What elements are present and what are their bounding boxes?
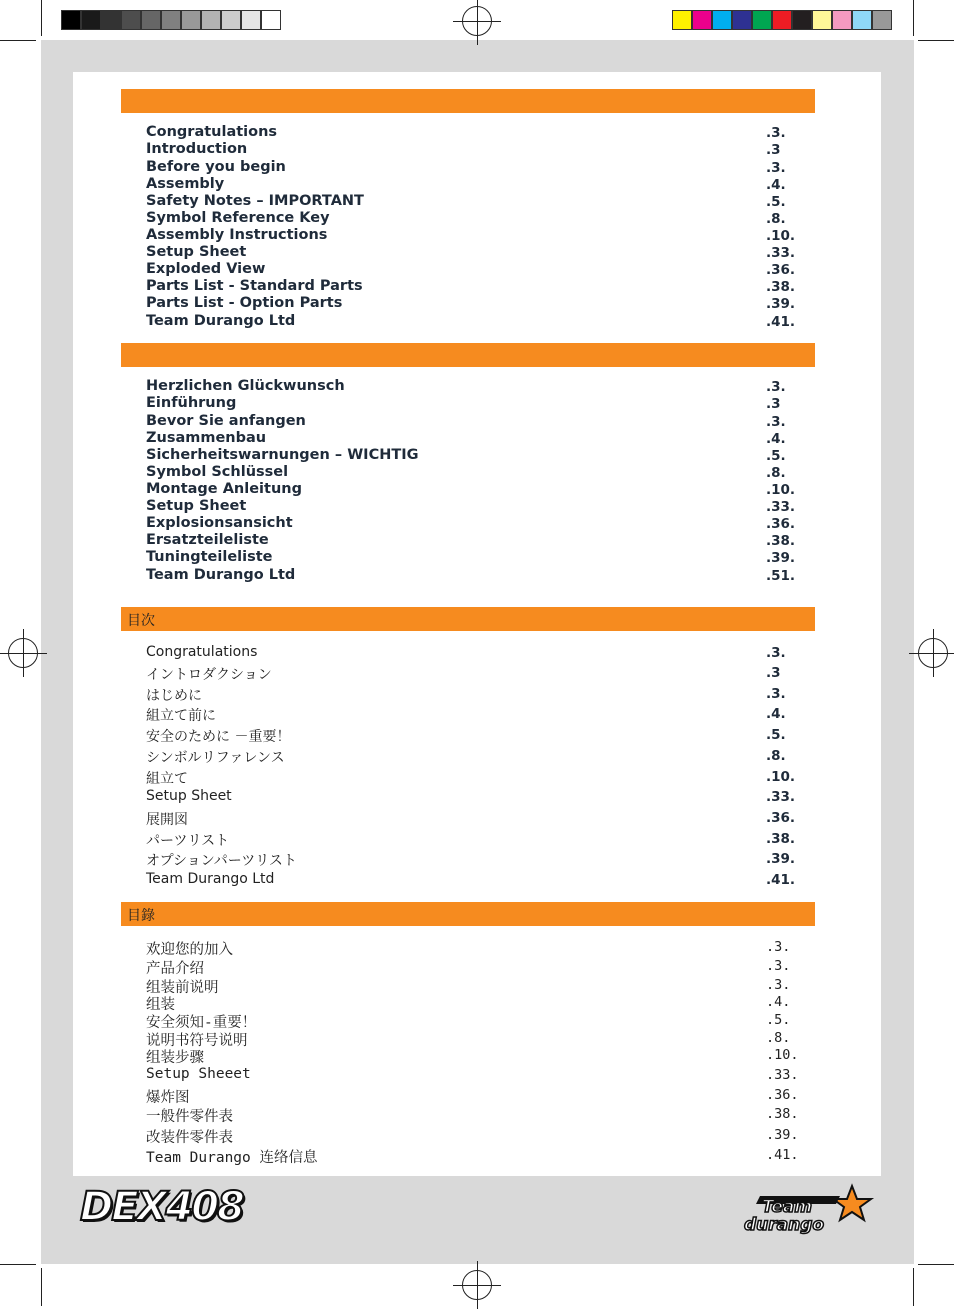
toc-row: [146, 481, 796, 498]
toc-label: 安全须知-重要！: [146, 1015, 257, 1031]
toc-page: .36.: [766, 262, 796, 278]
toc-row: [146, 159, 796, 176]
toc-label: 安全のために －重要！: [146, 729, 291, 745]
toc-label: Parts List - Standard Parts: [146, 278, 363, 294]
toc-page: .10.: [766, 228, 796, 244]
toc-page: .8.: [766, 465, 786, 481]
toc-label: Explosionsansicht: [146, 515, 293, 531]
toc-label: 说明书符号说明: [146, 1033, 248, 1049]
toc-label: Introduction: [146, 141, 248, 157]
toc-label: Setup Sheet: [146, 244, 247, 260]
toc-page: .38.: [766, 279, 796, 295]
gray-swatch: [101, 10, 121, 30]
toc-row: [146, 1029, 796, 1049]
toc-row: [146, 378, 796, 395]
toc-row: [146, 809, 796, 826]
toc-label: Montage Anleitung: [146, 481, 302, 497]
toc-row: [146, 788, 796, 805]
toc-row: [146, 957, 796, 977]
toc-row: [146, 447, 796, 464]
toc-page: .33.: [766, 499, 796, 515]
color-swatch: [812, 10, 832, 30]
toc-page: .3.: [766, 977, 791, 993]
toc-page: .36.: [766, 810, 796, 826]
toc-page: .39.: [766, 1127, 799, 1143]
toc-label: Exploded View: [146, 261, 266, 277]
toc-row: [146, 295, 796, 312]
toc-page: .4.: [766, 431, 786, 447]
star-icon: [833, 1186, 871, 1220]
toc-page: .3.: [766, 645, 786, 661]
logo-text-team: Team: [762, 1197, 813, 1217]
section-bar-english: [121, 89, 815, 113]
toc-label: Team Durango Ltd: [146, 871, 275, 887]
gray-swatch: [81, 10, 101, 30]
gray-swatch: [261, 10, 281, 30]
toc-label: Parts List - Option Parts: [146, 295, 343, 311]
crop-mark: [41, 1268, 42, 1306]
toc-page: .5.: [766, 194, 786, 210]
gray-swatch: [241, 10, 261, 30]
toc-label: Symbol Schlüssel: [146, 464, 289, 480]
toc-label: Congratulations: [146, 124, 278, 140]
toc-row: [146, 1105, 799, 1125]
toc-label: Ersatzteileliste: [146, 532, 269, 548]
toc-page: .41.: [766, 872, 796, 888]
color-swatch: [832, 10, 852, 30]
toc-row: [146, 193, 796, 210]
toc-row: [146, 549, 796, 566]
color-swatch: [752, 10, 772, 30]
toc-page: .3.: [766, 125, 786, 141]
toc-page: .3.: [766, 958, 791, 974]
toc-label: 组装前说明: [146, 980, 219, 996]
toc-page: .4.: [766, 177, 786, 193]
toc-label: Zusammenbau: [146, 430, 267, 446]
toc-row: [146, 747, 796, 764]
toc-page: .38.: [766, 831, 796, 847]
toc-row: [146, 664, 796, 681]
toc-page: .8.: [766, 748, 786, 764]
toc-page: .10.: [766, 769, 796, 785]
toc-row: [146, 830, 796, 847]
toc-label: シンボルリファレンス: [146, 750, 285, 766]
toc-row: [146, 768, 796, 785]
toc-row: [146, 395, 796, 412]
crop-mark: [918, 40, 954, 41]
toc-row: [146, 726, 796, 743]
toc-row: [146, 705, 796, 722]
toc-label: 产品介绍: [146, 961, 204, 977]
toc-label: Team Durango Ltd: [146, 313, 296, 329]
toc-label: 组装: [146, 997, 175, 1013]
toc-label: Team Durango 连络信息: [146, 1150, 318, 1166]
gray-swatch: [161, 10, 181, 30]
toc-label: Einführung: [146, 395, 237, 411]
section-bar-german: [121, 343, 815, 367]
toc-label: Setup Sheeet: [146, 1066, 251, 1082]
toc-label: 組立て前に: [146, 708, 216, 724]
toc-page: .3: [766, 665, 781, 681]
toc-page: .8.: [766, 1030, 791, 1046]
crop-mark: [41, 0, 42, 36]
toc-page: .4.: [766, 994, 791, 1010]
section-bar-chinese: [121, 902, 815, 926]
gray-swatch: [221, 10, 241, 30]
toc-label: Before you begin: [146, 159, 286, 175]
toc-page: .38.: [766, 1106, 799, 1122]
crop-mark: [918, 1264, 954, 1265]
color-swatch: [852, 10, 872, 30]
gray-swatch: [121, 10, 141, 30]
toc-label: 組立て: [146, 771, 188, 787]
toc-row: [146, 850, 796, 867]
toc-label: Assembly Instructions: [146, 227, 328, 243]
toc-row: [146, 871, 796, 888]
toc-page: .33.: [766, 1067, 799, 1083]
toc-label: Setup Sheet: [146, 788, 232, 804]
toc-label: Sicherheitswarnungen – WICHTIG: [146, 447, 419, 463]
toc-page: .36.: [766, 1087, 799, 1103]
toc-page: .3: [766, 142, 781, 158]
toc-label: Team Durango Ltd: [146, 567, 296, 583]
gray-swatch: [61, 10, 81, 30]
toc-label: パーツリスト: [146, 833, 230, 849]
color-swatch: [732, 10, 752, 30]
toc-row: [146, 1086, 799, 1106]
toc-page: .41.: [766, 1147, 799, 1163]
toc-row: [146, 141, 796, 158]
toc-page: .10.: [766, 1047, 799, 1063]
toc-page: .3.: [766, 686, 786, 702]
toc-label: はじめに: [146, 688, 202, 704]
crop-mark: [0, 40, 36, 41]
toc-page: .10.: [766, 482, 796, 498]
color-swatch: [772, 10, 792, 30]
toc-page: .33.: [766, 245, 796, 261]
toc-label: Safety Notes – IMPORTANT: [146, 193, 364, 209]
toc-row: [146, 1146, 799, 1166]
toc-label: 一般件零件表: [146, 1109, 233, 1125]
registration-mark: [918, 638, 948, 668]
toc-row: [146, 644, 796, 661]
toc-page: .3.: [766, 379, 786, 395]
toc-row: [146, 210, 796, 227]
toc-label: イントロダクション: [146, 667, 272, 683]
toc-row: [146, 976, 796, 996]
toc-page: .38.: [766, 533, 796, 549]
color-swatch: [872, 10, 892, 30]
toc-label: Congratulations: [146, 644, 258, 660]
toc-row: [146, 413, 796, 430]
toc-label: 欢迎您的加入: [146, 942, 233, 958]
toc-row: [146, 1066, 799, 1083]
crop-mark: [0, 1264, 36, 1265]
color-swatch: [792, 10, 812, 30]
toc-row: [146, 1126, 799, 1146]
toc-row: [146, 515, 796, 532]
registration-mark: [8, 638, 38, 668]
toc-label: 爆炸图: [146, 1090, 190, 1106]
dex408-logo: DEX408: [80, 1184, 243, 1230]
toc-row: [146, 176, 796, 193]
toc-label: Bevor Sie anfangen: [146, 413, 306, 429]
toc-row: [146, 313, 796, 330]
toc-page: .8.: [766, 211, 786, 227]
toc-page: .39.: [766, 550, 796, 566]
toc-page: .5.: [766, 448, 786, 464]
toc-row: [146, 464, 796, 481]
gray-swatch: [141, 10, 161, 30]
toc-page: .4.: [766, 706, 786, 722]
toc-label: 改装件零件表: [146, 1130, 233, 1146]
toc-label: Herzlichen Glückwunsch: [146, 378, 345, 394]
toc-row: [146, 938, 796, 958]
toc-row: [146, 532, 796, 549]
registration-mark: [462, 1270, 492, 1300]
toc-page: .51.: [766, 568, 796, 584]
toc-row: [146, 498, 796, 515]
gray-swatch: [201, 10, 221, 30]
toc-label: Assembly: [146, 176, 225, 192]
toc-page: .5.: [766, 1012, 791, 1028]
toc-label: 组装步骤: [146, 1050, 204, 1066]
toc-page: .5.: [766, 727, 786, 743]
toc-row: [146, 993, 796, 1013]
toc-page: .39.: [766, 296, 796, 312]
toc-page: .3: [766, 396, 781, 412]
toc-row: [146, 227, 796, 244]
toc-row: [146, 1011, 796, 1031]
logo-text-durango: durango: [744, 1215, 825, 1235]
toc-row: [146, 261, 796, 278]
toc-row: [146, 567, 796, 584]
team-durango-logo: [740, 1182, 880, 1238]
toc-row: [146, 124, 796, 141]
toc-page: .33.: [766, 789, 796, 805]
toc-page: .3.: [766, 939, 791, 955]
color-swatch: [672, 10, 692, 30]
toc-label: Tuningteileliste: [146, 549, 273, 565]
section-title: 目錄: [127, 908, 155, 924]
toc-page: .39.: [766, 851, 796, 867]
toc-label: Symbol Reference Key: [146, 210, 330, 226]
color-swatch: [692, 10, 712, 30]
crop-mark: [913, 0, 914, 36]
toc-row: [146, 1046, 799, 1066]
registration-mark: [462, 6, 492, 36]
toc-page: .3.: [766, 160, 786, 176]
toc-label: オプションパーツリスト: [146, 853, 297, 869]
toc-page: .41.: [766, 314, 796, 330]
crop-mark: [913, 1268, 914, 1306]
toc-label: 展開図: [146, 812, 188, 828]
toc-row: [146, 685, 796, 702]
toc-row: [146, 430, 796, 447]
section-title: 目次: [127, 613, 155, 629]
color-swatch: [712, 10, 732, 30]
toc-row: [146, 278, 796, 295]
toc-page: .3.: [766, 414, 786, 430]
toc-page: .36.: [766, 516, 796, 532]
section-bar-japanese: [121, 607, 815, 631]
toc-label: Setup Sheet: [146, 498, 247, 514]
toc-row: [146, 244, 796, 261]
gray-swatch: [181, 10, 201, 30]
